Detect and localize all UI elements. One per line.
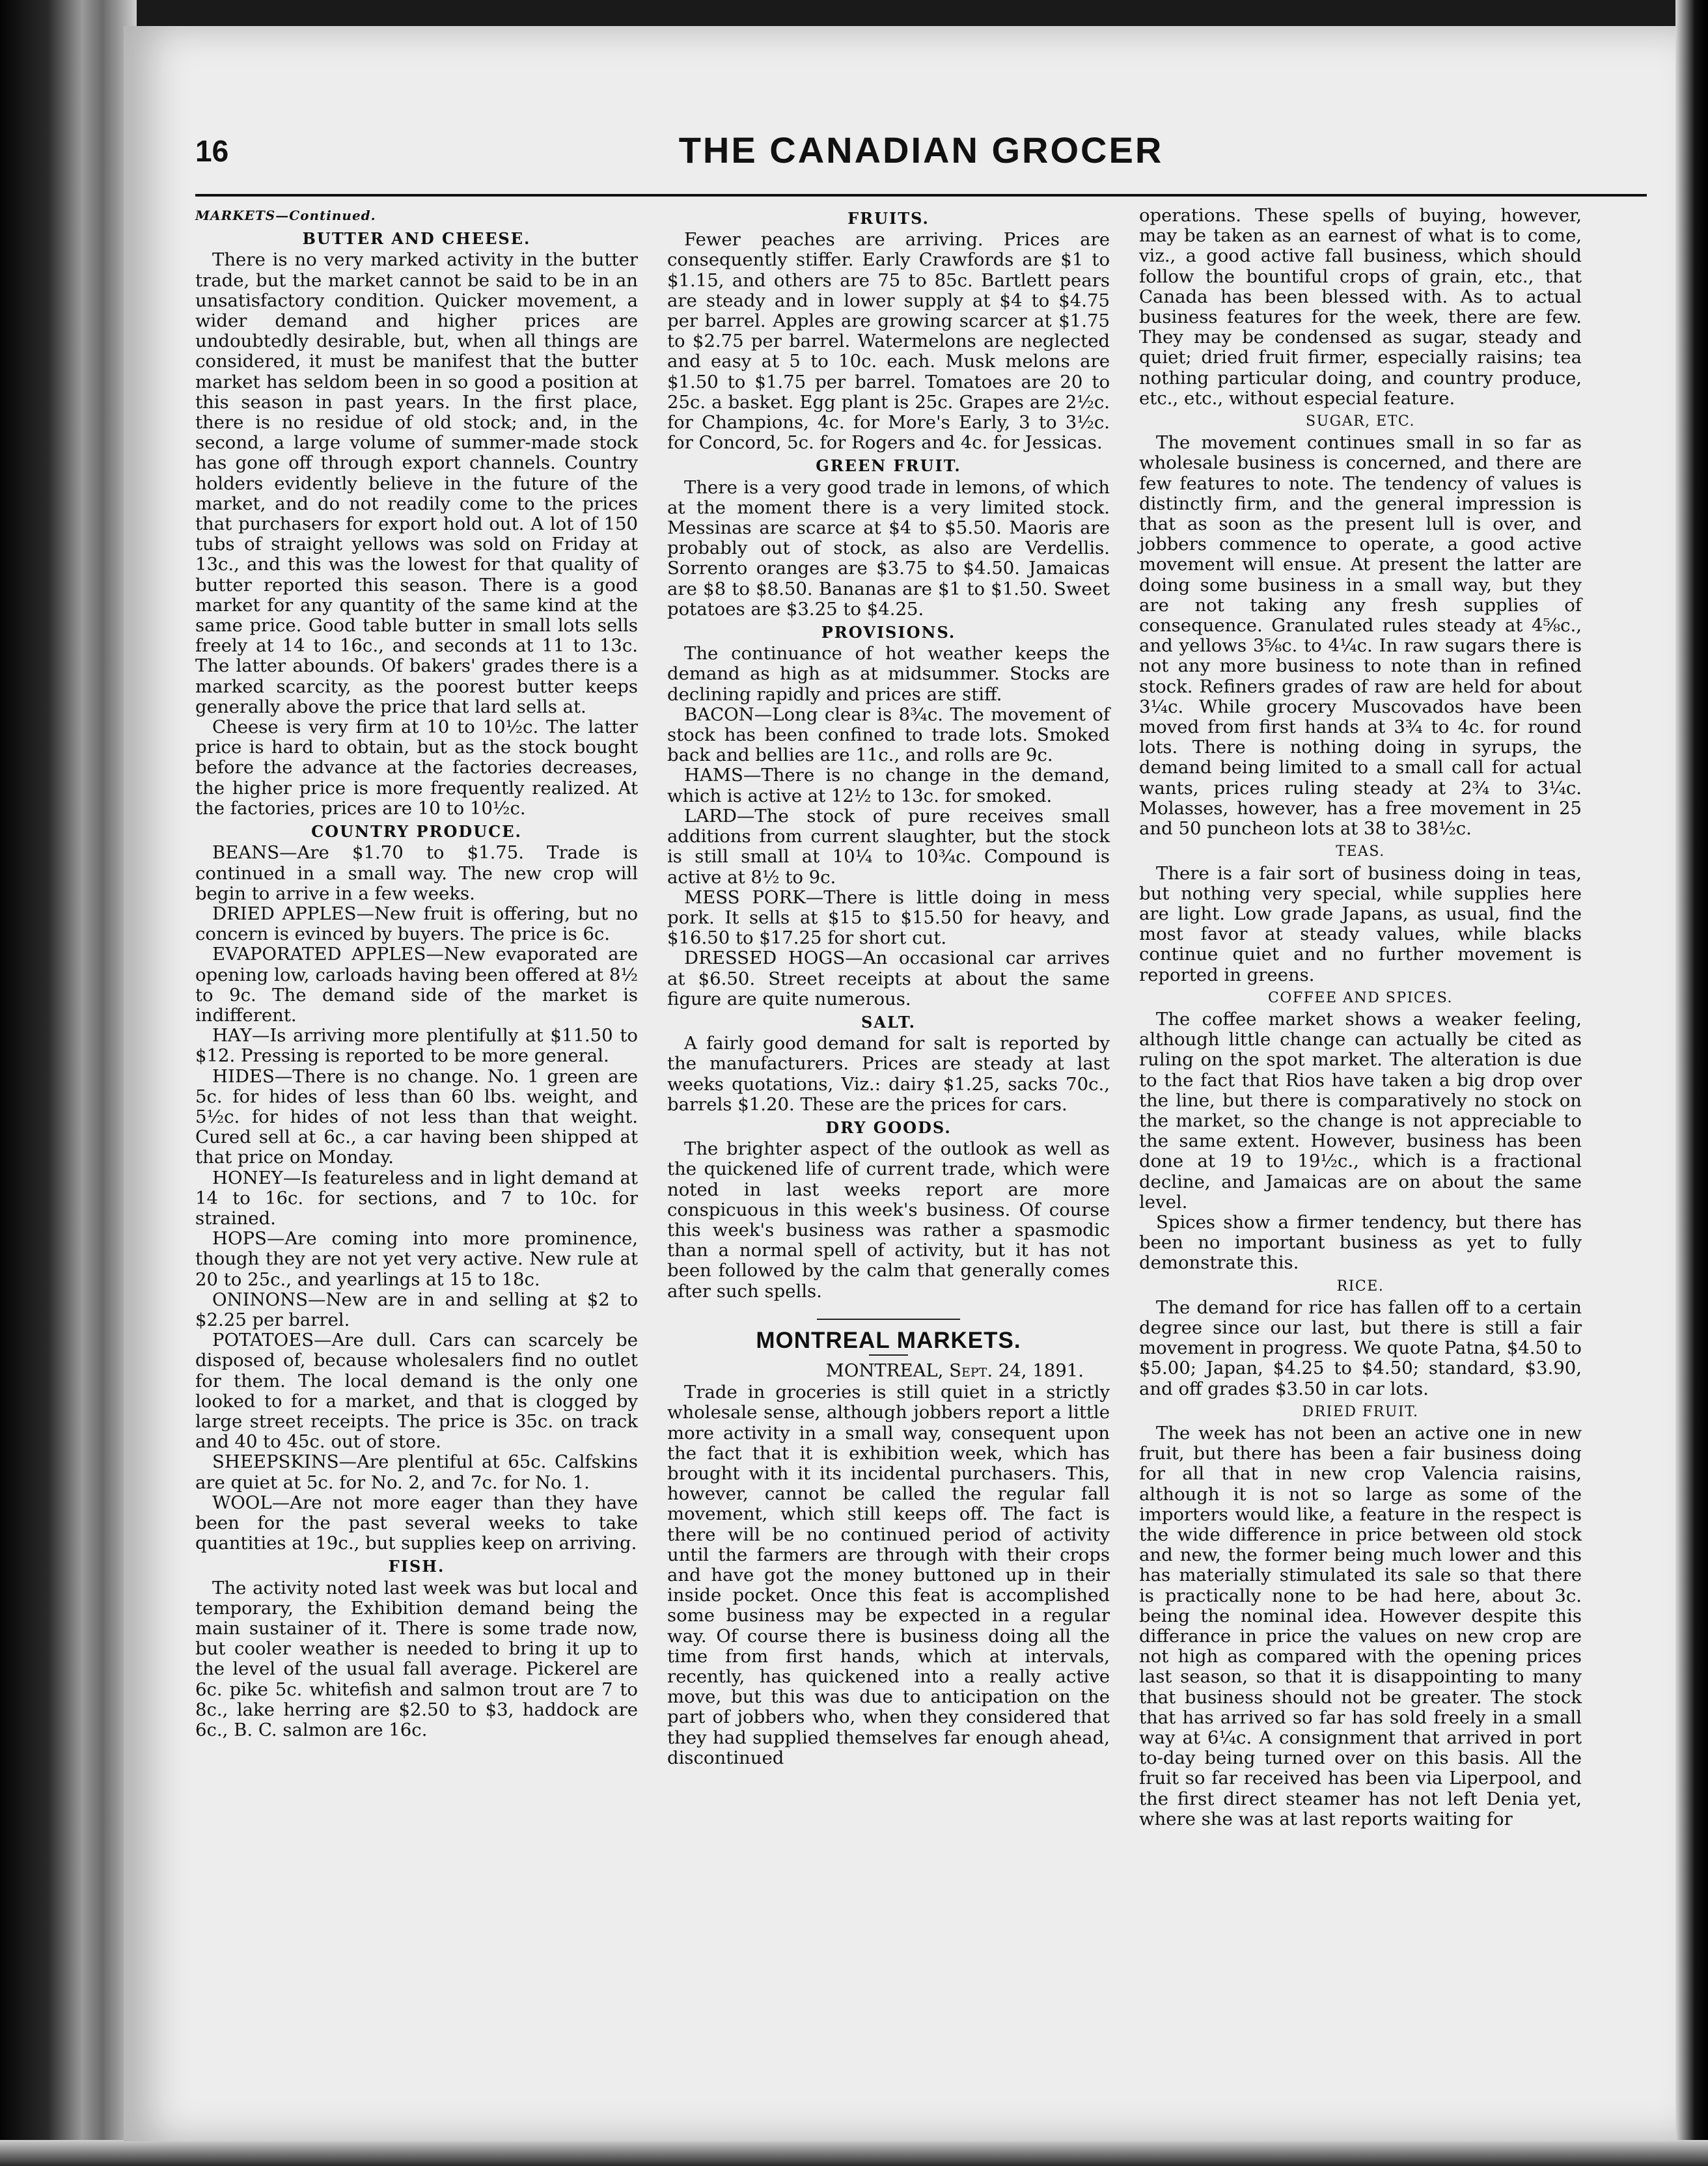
sugar-paragraph: The movement continues small in so far as wholesale business is concerned, and there are few features to note. The tendency of values is distinctly firm, and the general impression is that as soon as the present lull is over, and jobbers commence to operate, a good active movement will ensue. At present the latter are doing some business in a small way, but they are not taking any fresh supplies of consequence. Granulated rules steady at 4⅝c., and yellows 3⅝c. to 4¼c. In raw sugars there is not any more business to note than in refined stock. Refiners grades of raw are held for about 3¼c. While grocery Muscovados have been moved from first hands at 3¾ to 4c. for round lots. There is nothing doing in syrups, the demand being limited to a small call for actual wants, prices ruling steady at 2¾ to 3¼c. Molasses, however, has a free movement in 25 and 50 puncheon lots at 38 to 38½c.	[1139, 432, 1582, 840]
honey-item	[195, 1168, 638, 1229]
hams-lead: HAMS	[684, 765, 743, 786]
dried-fruit-paragraph: The week has not been an active one in new fruit, but there has been a fair business doing for all that in new crop Valencia raisins, although it is not so large as some of the importers would like, a feature in the respect is the wide difference in price between old stock and new, the former being much lower and this has materially stimulated its sale so that there is practically none to be had here, about 3c. being the nominal idea. However despite this differance in price the values on new crop are not high as compared with the opening prices last season, so that it is disappointing to many that business should not be greater. The stock that has arrived so far has sold freely in a small way at 6¼c. A consignment that arrived in port to-day being turned over on this basis. All the fruit so far received has been via Liperpool, and the first direct steamer has not left Denia yet, where she was at last reports waiting for	[1139, 1422, 1582, 1830]
dried-apples-lead: DRIED APPLES	[212, 903, 357, 924]
provisions-paragraph: The continuance of hot weather keeps the demand as high as at midsummer. Stocks are declining rapidly and prices are stiff.	[667, 643, 1110, 705]
butter-paragraph: There is no very marked activity in the butter trade, but the market cannot be said to be in an unsatisfactory condition. Quicker movement, a wider demand and higher prices are undoubtedly desirable, but, when all things are considered, it must be manifest that the butter market has seldom been in so good a position at this season in past years. In the first place, there is no residue of old stock; and, in the second, a large volume of summer-made stock has gone off through export channels. Country holders evidently believe in the future of the market, and do not readily come to the prices that purchasers for export hold out. A lot of 150 tubs of straight yellows was sold on Friday at 13c., and this was the lowest for that quality of butter reported this season. There is a good market for any quantity of the same kind at the same price. Good table butter in small lots sells freely at 14 to 16c., and seconds at 11 to 13c. The latter abounds. Of bakers' grades there is a marked scarcity, as the poorest butter keeps generally above the price that lard sells at.	[195, 249, 638, 717]
teas-paragraph: There is a fair sort of business doing in teas, but nothing very special, while supplies here are light. Low grade Japans, as usual, find the most favor at steady values, while blacks continue quiet and no further movement is reported in greens.	[1139, 862, 1582, 985]
column-2	[667, 206, 1110, 1768]
coffee-paragraph: The coffee market shows a weaker feeling, although little change can actually be cited as ruling on the spot market. The alteration is due to the fact that Rios have taken a big drop over the line, but there is comparatively no stock on the market, so the change is not appreciable to the same extent. However, business has been done at 19 to 19½c., which is a fractional decline, and Jamaicas are on about the same level.	[1139, 1008, 1582, 1213]
dry-goods-heading: DRY GOODS.	[825, 1117, 952, 1137]
honey-lead: HONEY	[212, 1167, 283, 1188]
evaporated-apples-item	[195, 944, 638, 1026]
dressed-hogs-item	[667, 948, 1110, 1009]
mess-pork-item	[667, 888, 1110, 949]
evaporated-apples-text: —New evaporated are opening low, carloads having been offered at 8½ to 9c. The demand side of the market is indifferent.	[195, 944, 638, 1026]
dried-apples-text: —New fruit is offering, but no concern is evinced by buyers. The price is 6c.	[195, 903, 639, 945]
heading-rule	[869, 1354, 908, 1356]
fruits-paragraph: Fewer peaches are arriving. Prices are consequently stiffer. Early Crawfords are $1 to $1.15, and others are 75 to 85c. Bartlett pears are steady and in lower supply at $4 to $4.75 per barrel. Apples are growing scarcer at $1.75 to $2.75 per barrel. Watermelons are neglected and easy at 5 to 10c. each. Musk melons are $1.50 to $1.75 per barrel. Tomatoes are 20 to 25c. a basket. Egg plant is 25c. Grapes are 2½c. for Champions, 4c. for More's Early, 3 to 3½c. for Concord, 5c. for Rogers and 4c. for Jessicas.	[667, 229, 1110, 454]
onions-lead: ONINONS	[212, 1289, 308, 1310]
salt-heading: SALT.	[861, 1012, 916, 1032]
cheese-paragraph: Cheese is very firm at 10 to 10½c. The latter price is hard to obtain, but as the stock bought before the advance at the factories decreases, the higher price is more frequently realized. At the factories, prices are 10 to 10½c.	[195, 717, 638, 819]
continued-paragraph: operations. These spells of buying, however, may be taken as an earnest of what is to come, viz., a good active fall business, which should follow the bountiful crops of grain, etc., that Canada has been blessed with. As to actual business features for the week, there are few. They may be condensed as sugar, steady and quiet; dried fruit firmer, especially raisins; tea nothing particular doing, and country produce, etc., etc., without especial feature.	[1139, 205, 1582, 409]
montreal-paragraph: Trade in groceries is still quiet in a strictly wholesale sense, although jobbers report a little more activity in a small way, consequent upon the fact that it is exhibition week, which has brought with it its incidental purchasers. This, however, cannot be called the regular fall movement, which still keeps off. The fact is there will be no continued period of activity until the farmers are through with their crops and have got the money buttoned up in their inside pocket. Once this feat is accomplished some business may be expected in a regular way. Of course there is business doing all the time from first hands, which at intervals, recently, has quickened into a really active move, but this was due to anticipation on the part of jobbers who, when they considered that they had supplied themselves far enough ahead, discontinued	[667, 1382, 1110, 1768]
bacon-lead: BACON	[684, 704, 754, 725]
page-header	[195, 111, 1647, 189]
bacon-item	[667, 705, 1110, 766]
coffee-spices-heading: COFFEE AND SPICES.	[1267, 989, 1453, 1006]
sugar-heading: SUGAR, ETC.	[1306, 413, 1415, 430]
hops-lead: HOPS	[212, 1228, 267, 1250]
honey-text: —Is featureless and in light demand at 14 to 16c. for sections, and 7 to 10c. for strained.	[195, 1167, 638, 1229]
hams-text: —There is no change in the demand, which is active at 12½ to 13c. for smoked.	[667, 765, 1110, 806]
hay-text: —Is arriving more plentifully at $11.50 to $12. Pressing is reported to be more general.	[195, 1025, 638, 1067]
hay-lead: HAY	[212, 1025, 252, 1047]
green-fruit-heading: GREEN FRUIT.	[816, 456, 961, 476]
column-1	[195, 206, 638, 1740]
green-fruit-paragraph: There is a very good trade in lemons, of which at the moment there is a very limited stock. Messinas are scarce at $4 to $5.50. Maoris are probably out of stock, as also are Verdellis. Sorrento oranges are $3.75 to $4.50. Jamaicas are $8 to $8.50. Bananas are $1 to $1.50. Sweet potatoes are $3.25 to $4.25.	[667, 476, 1110, 620]
hay-item	[195, 1026, 638, 1066]
fish-heading: FISH.	[388, 1557, 445, 1576]
montreal-markets-heading: MONTREAL MARKETS.	[756, 1327, 1021, 1353]
page-number: 16	[195, 134, 229, 168]
wool-text: —Are not more eager than they have been for the past several weeks to take quantities at 19c., but supplies keep on arriving.	[195, 1492, 638, 1554]
sheepskins-item	[195, 1452, 638, 1492]
section-kicker: MARKETS—Continued.	[195, 208, 376, 223]
potatoes-lead: POTATOES	[212, 1330, 314, 1351]
rice-paragraph: The demand for rice has fallen off to a certain degree since our last, but there is still a fair movement in progress. We quote Patna, $4.50 to $5.00; Japan, $4.25 to $4.50; standard, $3.90, and off grades $3.50 in car lots.	[1139, 1296, 1582, 1399]
scan-shadow-left	[0, 0, 137, 2166]
salt-paragraph: A fairly good demand for salt is reported by the manufacturers. Prices are steady at last weeks quotations, Viz.: dairy $1.25, sacks 70c., barrels $1.20. These are the prices for cars.	[667, 1033, 1110, 1115]
beans-item	[195, 843, 638, 904]
bacon-text: —Long clear is 8¾c. The movement of stock has been confined to trade lots. Smoked back and bellies are 11c., and rolls are 9c.	[667, 704, 1110, 766]
dry-goods-paragraph: The brighter aspect of the outlook as well as the quickened life of current trade, which were noted in last weeks report are more conspicuous in this week's business. Of course this week's business was rather a spasmodic than a normal spell of activity, but it has not been followed by the calm that generally comes after such spells.	[667, 1138, 1110, 1302]
hops-item	[195, 1229, 638, 1290]
hops-text: —Are coming into more prominence, though they are not yet very active. New rule at 20 to 25c., and yearlings at 15 to 18c.	[195, 1228, 638, 1290]
dateline: MONTREAL, Sept. 24, 1891.	[825, 1360, 1084, 1381]
country-produce-heading: COUNTRY PRODUCE.	[311, 822, 522, 842]
scan-shadow-right	[1675, 0, 1708, 2166]
section-separator	[817, 1319, 960, 1320]
onions-item	[195, 1290, 638, 1330]
wool-lead: WOOL	[212, 1492, 272, 1513]
dressed-hogs-lead: DRESSED HOGS	[684, 948, 846, 969]
lard-text: —The stock of pure receives small additions from current slaughter, but the stock is still small at 10¼ to 10¾c. Compound is active at 8½ to 9c.	[667, 805, 1110, 888]
fish-paragraph: The activity noted last week was but local and temporary, the Exhibition demand being the main sustainer of it. There is some trade now, but cooler weather is needed to bring it up to the level of the usual fall average. Pickerel are 6c. pike 5c. whitefish and salmon trout are 7 to 8c., lake herring are $2.50 to $3, haddock are 6c., B. C. salmon are 16c.	[195, 1577, 638, 1741]
hides-item	[195, 1067, 638, 1168]
evaporated-apples-lead: EVAPORATED APPLES	[212, 944, 426, 965]
lard-lead: LARD	[684, 805, 737, 827]
spices-paragraph: Spices show a firmer tendency, but there has been no important business as yet to fully demonstrate this.	[1139, 1211, 1582, 1274]
hides-lead: HIDES	[212, 1065, 275, 1087]
dried-apples-item	[195, 904, 638, 944]
dressed-hogs-text: —An occasional car arrives at $6.50. Street receipts at about the same figure are quite numerous.	[667, 948, 1110, 1009]
rice-heading: RICE.	[1336, 1278, 1384, 1295]
header-rule	[195, 194, 1647, 197]
butter-cheese-heading: BUTTER AND CHEESE.	[302, 229, 531, 249]
newspaper-page	[124, 26, 1675, 2141]
provisions-heading: PROVISIONS.	[821, 623, 956, 642]
dried-fruit-heading: DRIED FRUIT.	[1302, 1403, 1419, 1420]
scan-shadow-bottom	[0, 2140, 1708, 2166]
teas-heading: TEAS.	[1336, 843, 1385, 860]
sheepskins-text: —Are plentiful at 65c. Calfskins are quiet at 5c. for No. 2, and 7c. for No. 1.	[195, 1451, 638, 1493]
masthead-title: THE CANADIAN GROCER	[678, 130, 1164, 171]
mess-pork-text: —There is little doing in mess pork. It sells at $15 to $15.50 for heavy, and $16.50 to $17.25 for short cut.	[667, 886, 1110, 949]
mess-pork-lead: MESS PORK	[684, 886, 806, 908]
beans-text: —Are $1.70 to $1.75. Trade is continued in a small way. The new crop will begin to arrive in a few weeks.	[195, 842, 638, 904]
beans-lead: BEANS	[212, 842, 280, 864]
potatoes-item	[195, 1330, 638, 1452]
onions-text: —New are in and selling at $2 to $2.25 per barrel.	[195, 1289, 638, 1330]
wool-item	[195, 1493, 638, 1554]
potatoes-text: —Are dull. Cars can scarcely be disposed of, because wholesalers find no outlet for them. The local demand is the only one looked to for a market, and that is clogged by large street receipts. The price is 35c. on track and 40 to 45c. out of store.	[195, 1330, 638, 1453]
hams-item	[667, 765, 1110, 806]
sheepskins-lead: SHEEPSKINS	[212, 1451, 339, 1473]
fruits-heading: FRUITS.	[847, 209, 930, 228]
column-3	[1139, 206, 1582, 1830]
lard-item	[667, 806, 1110, 888]
hides-text: —There is no change. No. 1 green are 5c. for hides of less than 60 lbs. weight, and 5½c. for hides of not less than that weight. Cured sell at 6c., a car having been shipped at that price on Monday.	[195, 1065, 638, 1168]
